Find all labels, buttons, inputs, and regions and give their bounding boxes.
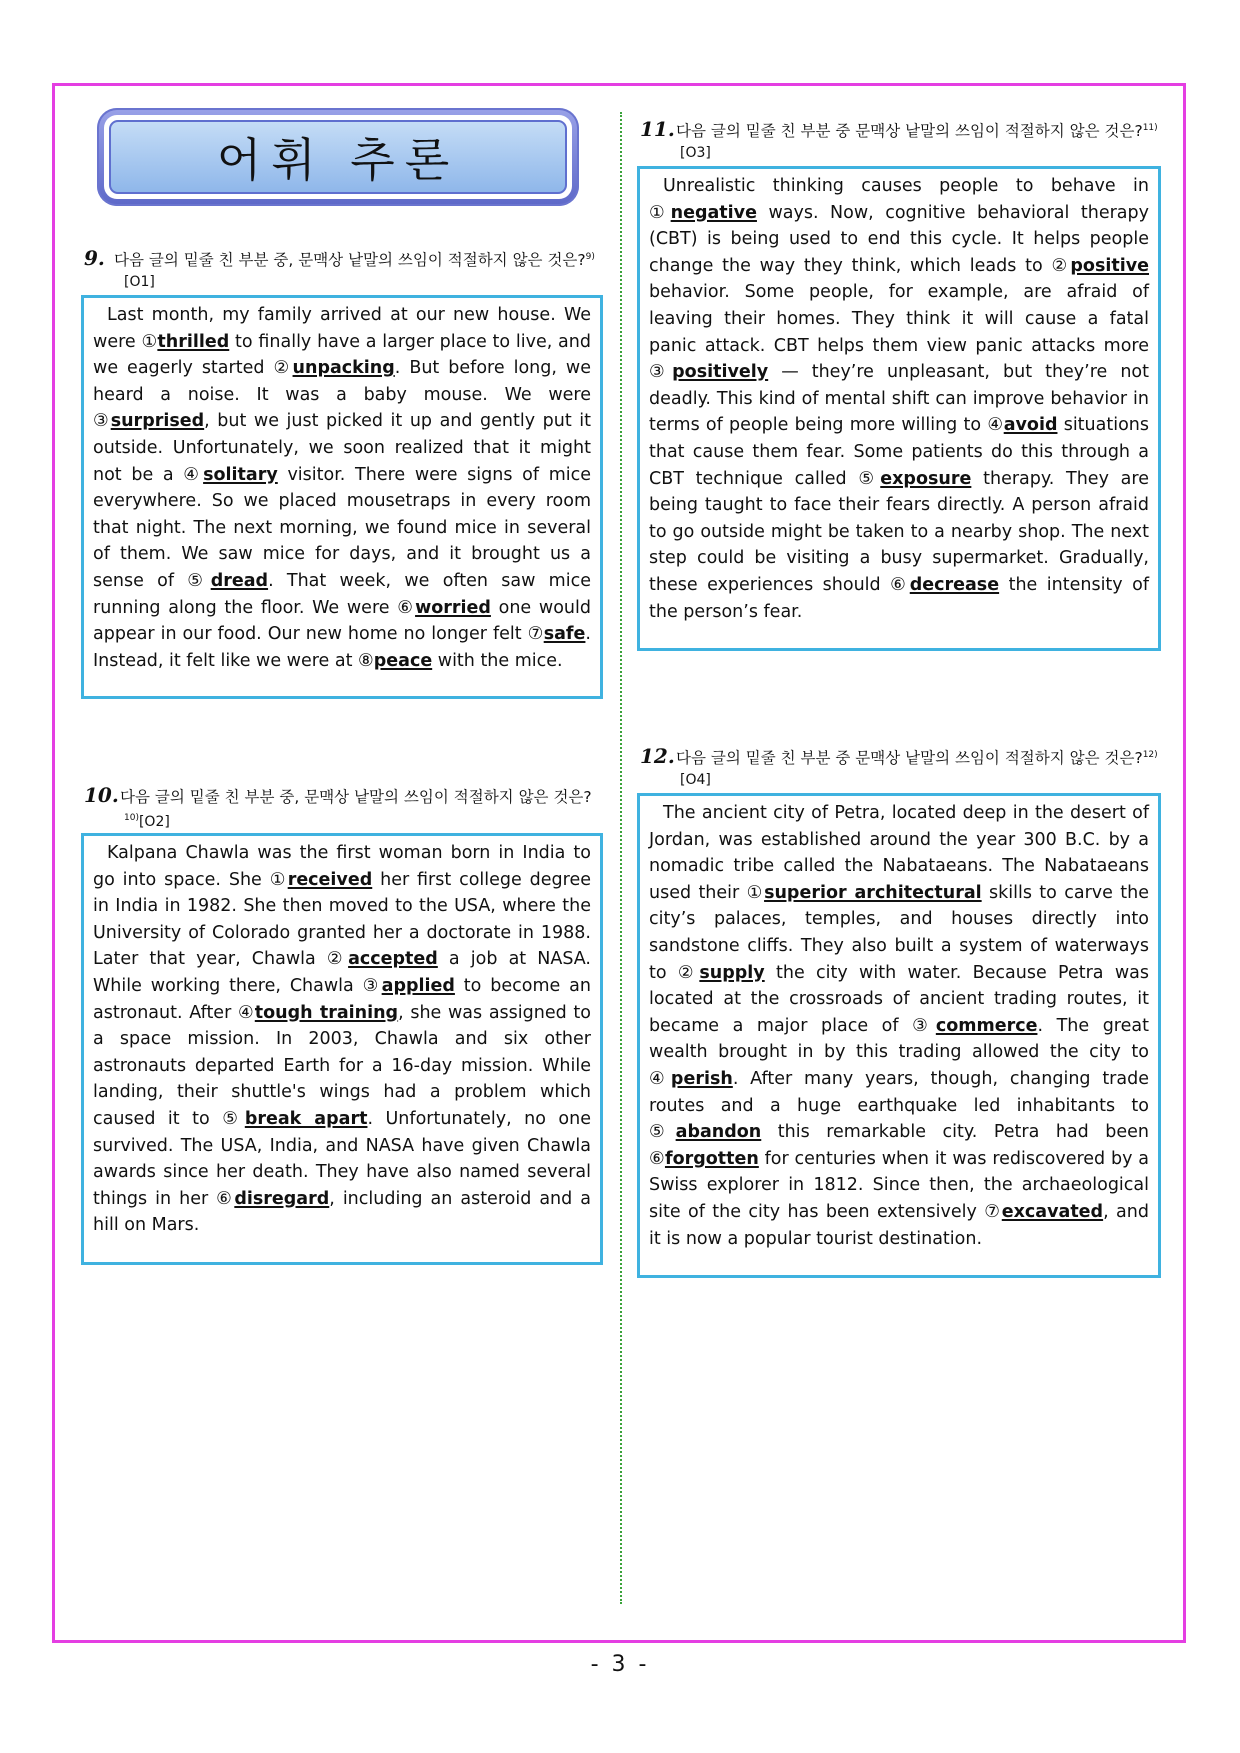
- passage-text: . After many years, though, changing trade routes and a huge earthquake led inhabitants to: [649, 1068, 1149, 1116]
- option-marker: ③: [362, 975, 382, 996]
- option-marker: ①: [649, 202, 671, 223]
- question-ref: [O1]: [124, 274, 155, 291]
- passage-text: . But before long, we heard a noise. It was a baby mouse. We were: [93, 358, 591, 405]
- underlined-word: worried: [415, 597, 491, 618]
- underlined-word: thrilled: [157, 331, 230, 352]
- underlined-word: applied: [381, 975, 455, 996]
- option-marker: ⑥: [216, 1188, 235, 1209]
- option-marker: ④: [987, 415, 1004, 436]
- underlined-word: break apart: [244, 1108, 368, 1129]
- question-prompt: 다음 글의 밑줄 친 부분 중 문맥상 낱말의 쓰임이 적절하지 않은 것은?: [676, 122, 1143, 141]
- passage-text: the intensity of the person’s fear.: [649, 574, 1149, 622]
- passage-11: [637, 166, 1161, 651]
- option-marker: ①: [141, 331, 158, 352]
- passage-text: the city with water. Because Petra was located at the crossroads of ancient trading routes, it became a major place of: [649, 962, 1149, 1036]
- passage-text: to become an astronaut. After: [93, 975, 591, 1023]
- question-number: 12.: [640, 744, 675, 769]
- underlined-word: commerce: [935, 1015, 1038, 1036]
- underlined-word: excavated: [1001, 1201, 1104, 1222]
- passage-text: . The great wealth brought in by this trading allowed the city to: [649, 1015, 1149, 1063]
- question-ref: [O4]: [680, 772, 711, 789]
- underlined-word: positively: [672, 362, 769, 383]
- option-marker: ⑤: [649, 1122, 676, 1143]
- option-marker: ④: [183, 464, 204, 485]
- passage-text: The ancient city of Petra, located deep in the desert of Jordan, was established around the year 300 B.C. by a nomadic tribe called the Nabataeans. The Nabataeans used their: [649, 803, 1149, 903]
- passage-text: ways. Now, cognitive behavioral therapy (CBT) is being used to end this cycle. It helps people change the way they think, which leads to: [649, 202, 1149, 276]
- passage-text: therapy. They are being taught to face their fears directly. A person afraid to go outside might be taken to a nearby shop. The next step could be visiting a busy supermarket. Gradually, these experiences should: [649, 468, 1149, 595]
- option-marker: ②: [326, 949, 349, 970]
- passage-text: one would appear in our food. Our new home no longer felt: [93, 597, 591, 645]
- question-9-header: [84, 247, 604, 293]
- passage-text: Kalpana Chawla was the first woman born in India to go into space. She: [93, 843, 591, 890]
- footnote-marker: 9): [585, 252, 595, 262]
- passage-text: , and it is now a popular tourist destination.: [649, 1201, 1149, 1249]
- question-10-header: [84, 785, 604, 833]
- underlined-word: abandon: [675, 1122, 762, 1143]
- passage-text: — they’re unpleasant, but they’re not deadly. This kind of mental shift can improve behavior in terms of people being more willing to: [649, 362, 1149, 436]
- option-marker: ③: [93, 411, 111, 432]
- option-marker: ④: [649, 1068, 671, 1089]
- underlined-word: avoid: [1003, 415, 1058, 436]
- passage-10: [81, 833, 603, 1265]
- underlined-word: negative: [670, 202, 757, 223]
- passage-text: , including an asteroid and a hill on Mars.: [93, 1188, 591, 1236]
- question-11-header: [640, 118, 1162, 164]
- question-ref: [O3]: [680, 145, 711, 162]
- option-marker: ⑤: [858, 468, 881, 489]
- underlined-word: tough training: [254, 1002, 399, 1023]
- passage-text: , but we just picked it up and gently put it outside. Unfortunately, we soon realized that it might not be a: [93, 411, 591, 485]
- passage-text: Last month, my family arrived at our new house. We were: [93, 305, 591, 352]
- option-marker: ③: [912, 1015, 936, 1036]
- underlined-word: unpacking: [292, 358, 395, 379]
- option-marker: ⑥: [649, 1148, 665, 1169]
- underlined-word: peace: [373, 650, 433, 671]
- underlined-word: positive: [1070, 255, 1149, 276]
- option-marker: ①: [269, 869, 288, 890]
- option-marker: ②: [677, 962, 700, 983]
- passage-12: [637, 793, 1161, 1278]
- underlined-word: perish: [670, 1068, 733, 1089]
- underlined-word: supply: [699, 962, 765, 983]
- page-number: - 3 -: [590, 1652, 650, 1677]
- passage-text: her first college degree in India in 1982. She then moved to the USA, where the University of Colorado granted her a doctorate in 1988. Later that year, Chawla: [93, 869, 591, 970]
- question-number: 11.: [640, 117, 675, 142]
- option-marker: ⑦: [984, 1201, 1002, 1222]
- passage-text: with the mice.: [432, 650, 563, 671]
- column-divider: [620, 112, 622, 1604]
- underlined-word: solitary: [203, 464, 278, 485]
- option-marker: ⑥: [890, 574, 910, 595]
- underlined-word: accepted: [348, 949, 438, 970]
- passage-text: behavior. Some people, for example, are afraid of leaving their homes. They think it will cause a fatal panic attack. CBT helps them view panic attacks more: [649, 282, 1149, 356]
- option-marker: ②: [273, 358, 293, 379]
- footnote-marker: 11): [1142, 123, 1158, 133]
- question-prompt: 다음 글의 밑줄 친 부분 중, 문맥상 낱말의 쓰임이 적절하지 않은 것은?: [120, 788, 592, 806]
- underlined-word: decrease: [909, 574, 1000, 595]
- passage-text: for centuries when it was rediscovered by a Swiss explorer in 1812. Since then, the archaeological site of the city has been extensively: [649, 1148, 1149, 1222]
- passage-text: , she was assigned to a space mission. In 2003, Chawla and six other astronauts departed Earth for a 16-day mission. While landing, their shuttle's wings had a problem which caused it to: [93, 1002, 591, 1129]
- underlined-word: exposure: [880, 468, 972, 489]
- question-ref: [O2]: [138, 814, 170, 831]
- option-marker: ③: [649, 362, 673, 383]
- option-marker: ⑦: [527, 624, 544, 645]
- option-marker: ⑥: [397, 597, 416, 618]
- question-number: 9.: [84, 246, 105, 271]
- option-marker: ②: [1051, 255, 1071, 276]
- underlined-word: forgotten: [664, 1148, 759, 1169]
- passage-text: Unrealistic thinking causes people to behave in: [663, 176, 1149, 196]
- option-marker: ⑧: [358, 650, 374, 671]
- title-banner: [97, 108, 579, 206]
- passage-text: this remarkable city. Petra had been: [761, 1122, 1149, 1143]
- option-marker: ④: [237, 1002, 255, 1023]
- passage-text: skills to carve the city’s palaces, temples, and houses directly into sandstone cliffs. They also built a system of waterways to: [649, 882, 1149, 983]
- footnote-marker: 12): [1142, 750, 1158, 760]
- underlined-word: dread: [210, 570, 269, 591]
- question-12-header: [640, 745, 1162, 791]
- underlined-word: disregard: [234, 1188, 330, 1209]
- underlined-word: surprised: [110, 411, 205, 432]
- question-prompt: 다음 글의 밑줄 친 부분 중 문맥상 낱말의 쓰임이 적절하지 않은 것은?: [676, 749, 1143, 768]
- footnote-marker: 10): [124, 813, 139, 823]
- passage-text: . Instead, it felt like we were at: [93, 624, 591, 671]
- option-marker: ⑤: [222, 1108, 245, 1129]
- question-prompt: 다음 글의 밑줄 친 부분 중, 문맥상 낱말의 쓰임이 적절하지 않은 것은?: [114, 251, 586, 270]
- page-title: 어휘 추론: [109, 120, 567, 194]
- passage-text: to finally have a larger place to live, and we eagerly started: [93, 331, 591, 379]
- underlined-word: safe: [543, 624, 586, 645]
- passage-text: visitor. There were signs of mice everywhere. So we placed mousetraps in every room that night. The next morning, we found mice in several of them. We saw mice for days, and it brought us a sense of: [93, 464, 591, 591]
- passage-text: . That week, we often saw mice running along the floor. We were: [93, 570, 591, 618]
- passage-text: . Unfortunately, no one survived. The USA, India, and NASA have given Chawla awards since her death. They have also named several things in her: [93, 1108, 591, 1209]
- question-number: 10.: [84, 783, 119, 807]
- passage-text: a job at NASA. While working there, Chawla: [93, 949, 591, 996]
- underlined-word: superior architectural: [764, 882, 982, 903]
- passage-text: situations that cause them fear. Some patients do this through a CBT technique called: [649, 415, 1150, 489]
- passage-9: [81, 295, 603, 699]
- underlined-word: received: [287, 869, 373, 890]
- option-marker: ①: [746, 882, 765, 903]
- option-marker: ⑤: [187, 570, 211, 591]
